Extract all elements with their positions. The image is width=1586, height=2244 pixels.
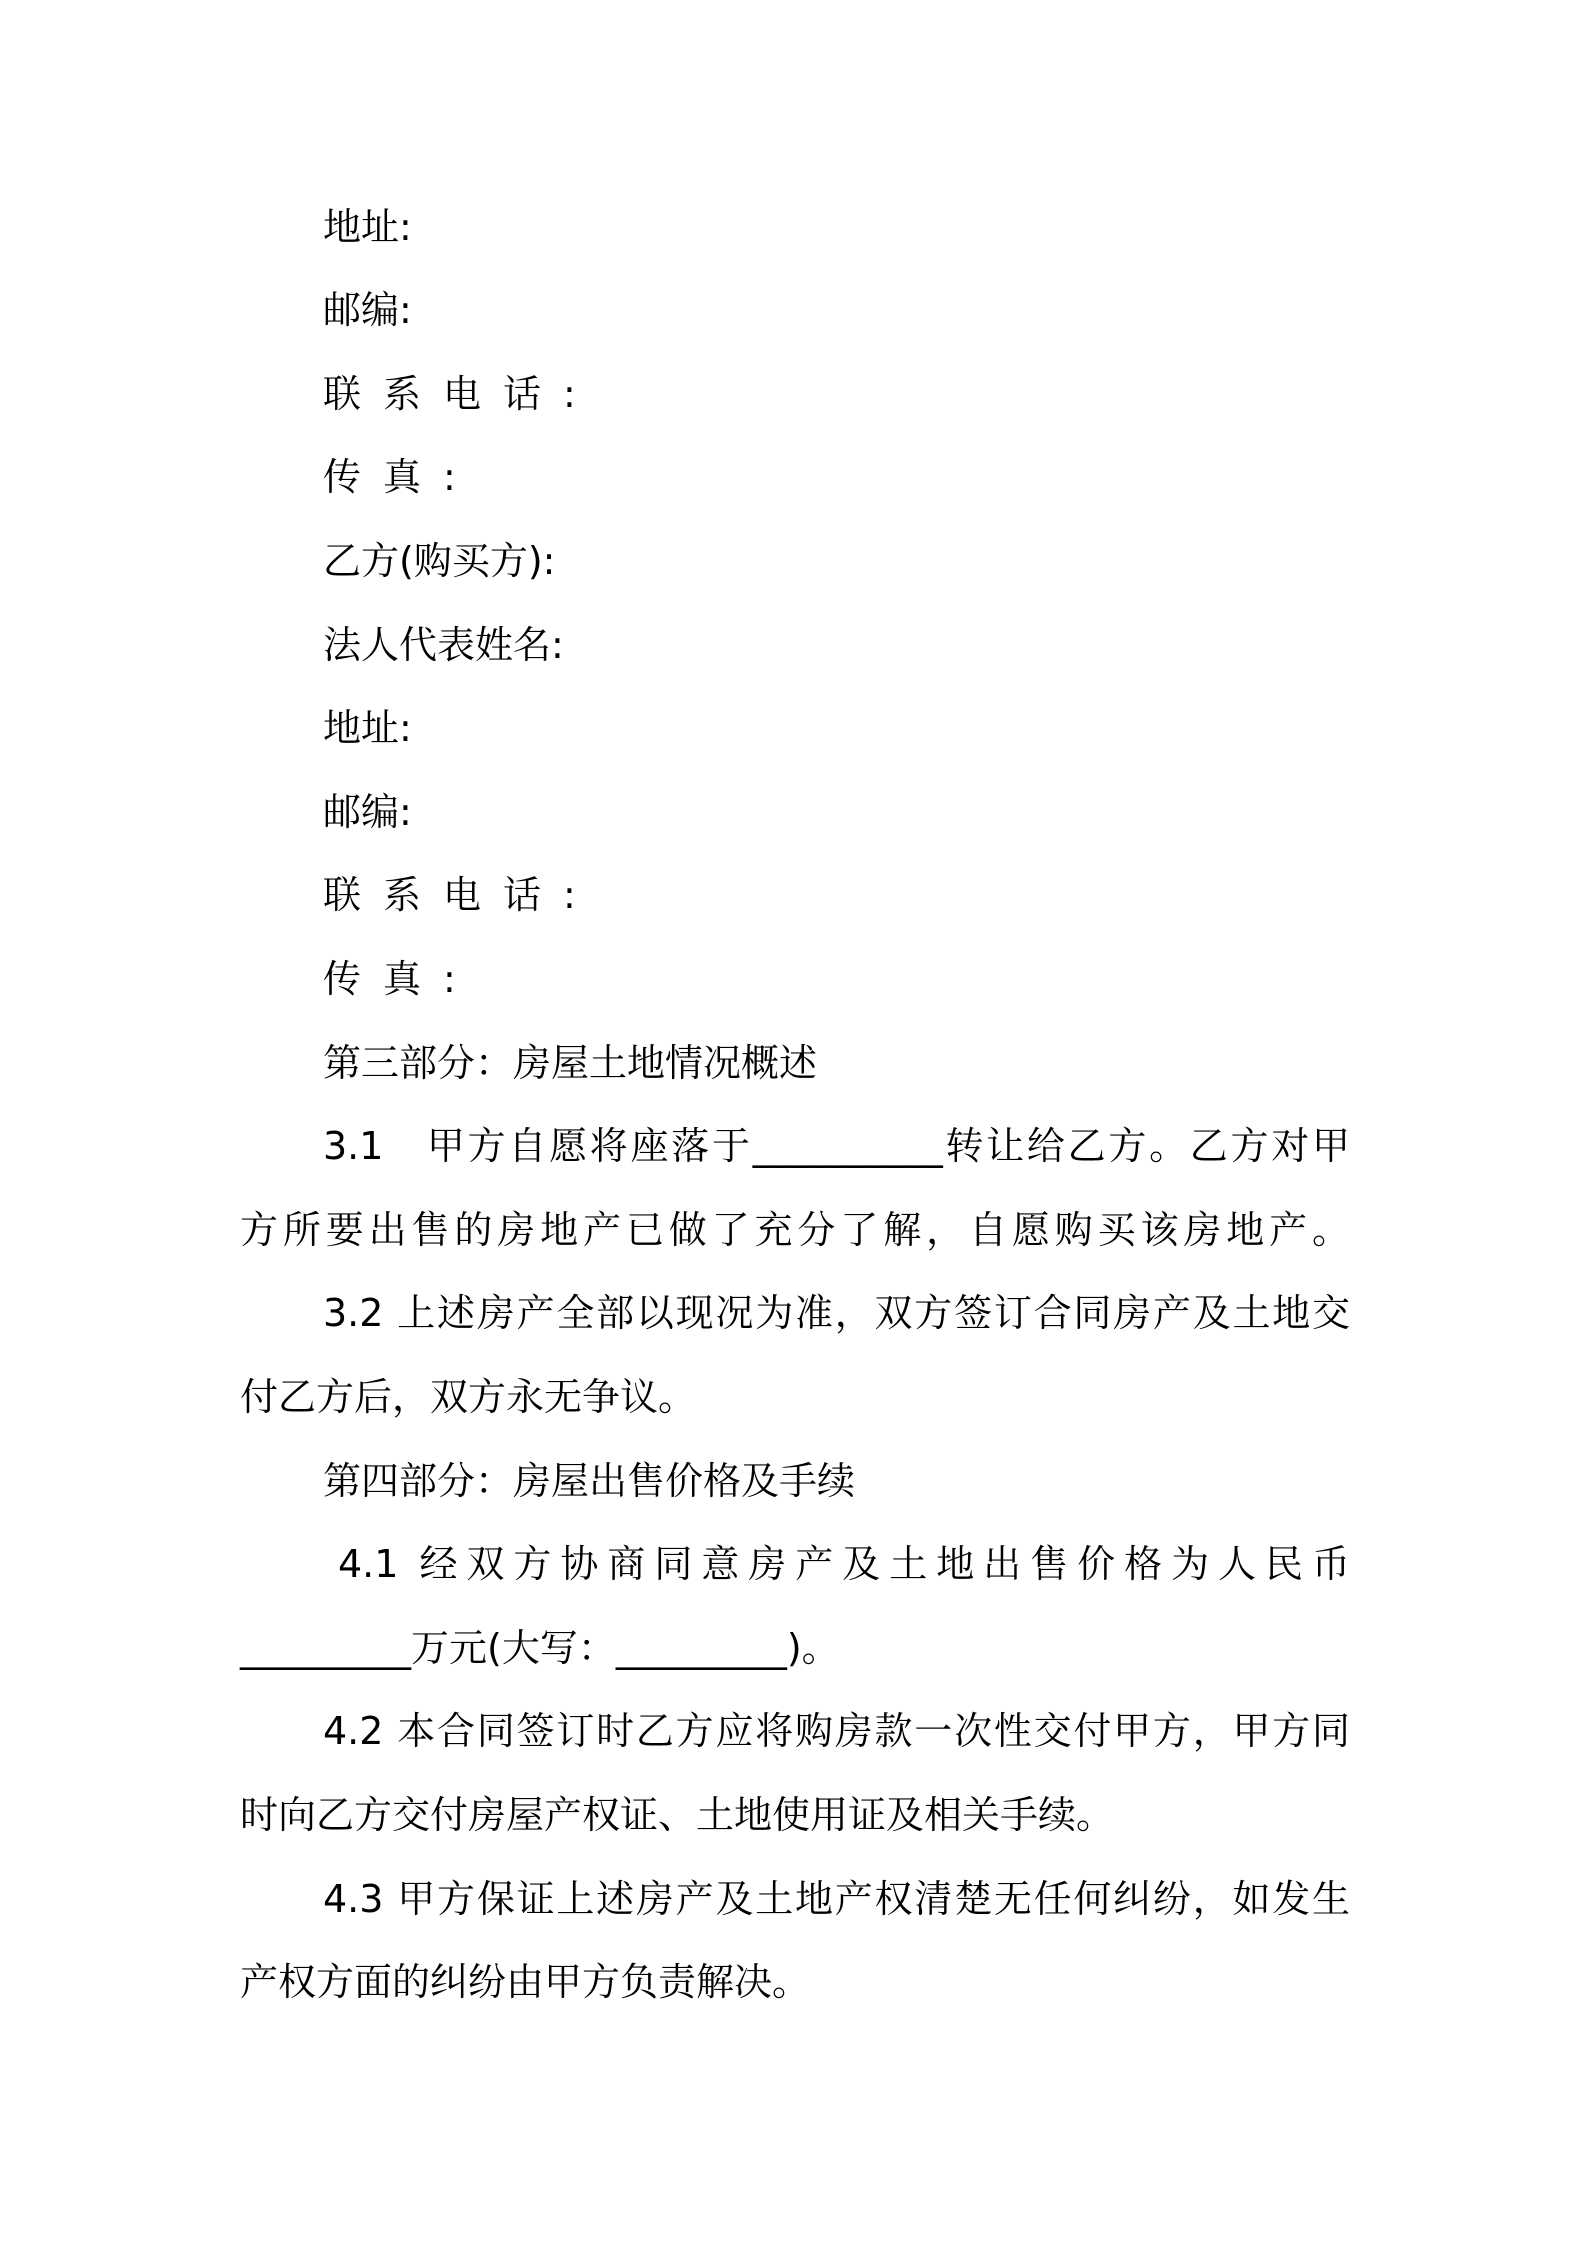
clause-3-1-line2: 方所要出售的房地产已做了充分了解，自愿购买该房地产。 [240, 1208, 1350, 1252]
party-a-phone-label: 联系电话: [323, 372, 598, 416]
clause-4-1-line1: 4.1 经双方协商同意房产及土地出售价格为人民币 [338, 1542, 1350, 1586]
clause-3-2-line1: 3.2 上述房产全部以现况为准，双方签订合同房产及土地交 [323, 1291, 1350, 1335]
party-b-address-label: 地址: [323, 706, 412, 750]
clause-3-2-line2: 付乙方后，双方永无争议。 [240, 1375, 697, 1419]
party-b-fax-label: 传真: [323, 957, 478, 1001]
party-b-title: 乙方(购买方): [323, 539, 556, 583]
party-a-postcode-label: 邮编: [323, 288, 412, 332]
clause-4-1-line2: _________万元(大写：_________)。 [240, 1626, 840, 1670]
clause-4-3-line2: 产权方面的纠纷由甲方负责解决。 [240, 1960, 811, 2004]
party-a-fax-label: 传真: [323, 455, 478, 499]
clause-3-1-line1: 3.1 甲方自愿将座落于__________转让给乙方。乙方对甲 [323, 1124, 1350, 1168]
part4-heading: 第四部分：房屋出售价格及手续 [323, 1459, 856, 1503]
party-b-postcode-label: 邮编: [323, 790, 412, 834]
clause-4-2-line1: 4.2 本合同签订时乙方应将购房款一次性交付甲方，甲方同 [323, 1709, 1350, 1753]
clause-4-2-line2: 时向乙方交付房屋产权证、土地使用证及相关手续。 [240, 1793, 1115, 1837]
party-a-address-label: 地址: [323, 205, 412, 249]
clause-4-3-line1: 4.3 甲方保证上述房产及土地产权清楚无任何纠纷，如发生 [323, 1877, 1350, 1921]
part3-heading: 第三部分：房屋土地情况概述 [323, 1041, 818, 1085]
party-b-phone-label: 联系电话: [323, 873, 598, 917]
party-b-legal-rep-label: 法人代表姓名: [323, 623, 564, 667]
